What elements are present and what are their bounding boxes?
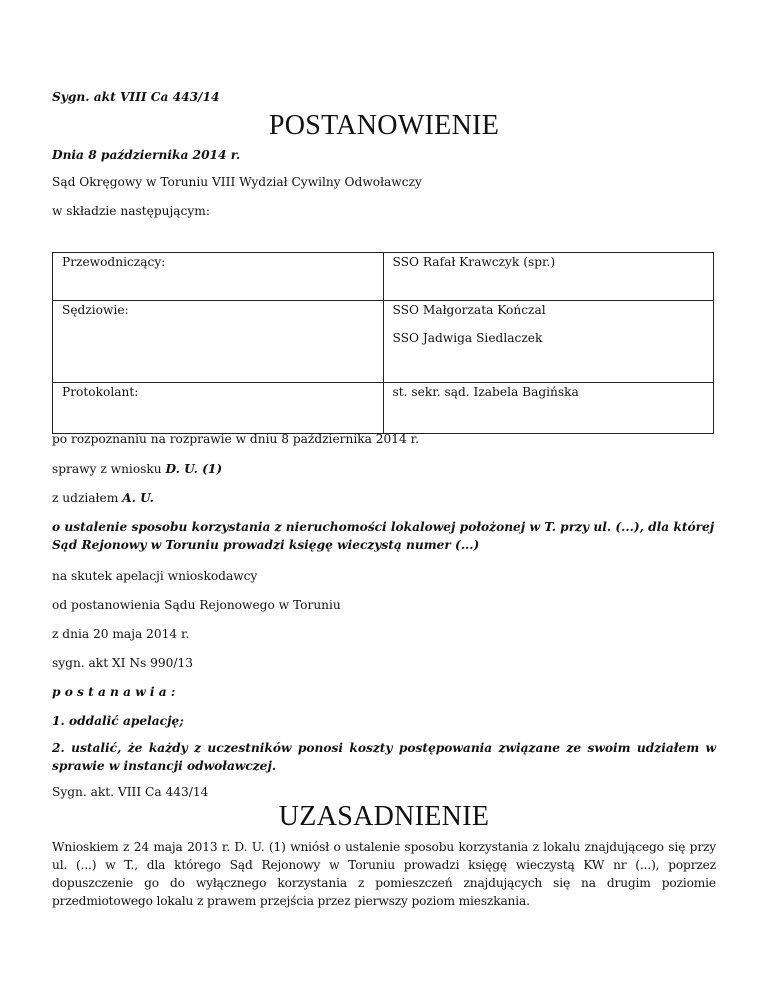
lower-court-decision: od postanowienia Sądu Rejonowego w Toruniu xyxy=(52,598,341,612)
clerk-name: st. sekr. sąd. Izabela Bagińska xyxy=(392,385,579,399)
role-label: Sędziowie: xyxy=(62,303,129,317)
composition-row-judges xyxy=(53,301,714,383)
document-title: POSTANOWIENIE xyxy=(268,110,500,141)
lower-case-signature: sygn. akt XI Ns 990/13 xyxy=(52,656,193,670)
case-prefix: sprawy z wniosku xyxy=(52,462,166,476)
justification-paragraph: Wnioskiem z 24 maja 2013 r. D. U. (1) wniósł o ustalenie sposobu korzystania z lokalu znajdującego się przy ul. (...) w T., dla którego Sąd Rejonowy w Toruniu prowadzi księgę wieczystą KW nr (...), poprzez dopuszczenie go do wyłącznego korzystania z pomieszczeń znajdujących się na drugim poziomie przedmiotowego lokalu z prawem przejścia przez pierwszy poziom mieszkania. xyxy=(52,840,716,908)
participant-prefix: z udziałem xyxy=(52,491,123,505)
court-name: Sąd Okręgowy w Toruniu VIII Wydział Cywilny Odwoławczy xyxy=(52,175,422,189)
composition-row-presiding xyxy=(53,253,714,301)
role-cell xyxy=(53,301,384,383)
composition-intro: w składzie następującym: xyxy=(52,204,210,218)
case-subject: o ustalenie sposobu korzystania z nieruchomości lokalowej położonej w T. przy ul. (...), dla której Sąd Rejonowy w Toruniu prowadzi księgę wieczystą numer (...) xyxy=(52,520,715,552)
role-cell xyxy=(53,383,384,434)
judge-name: SSO Rafał Krawczyk (spr.) xyxy=(392,255,556,269)
ruling-point-1: 1. oddalić apelację; xyxy=(52,714,184,728)
participant-name: A. U. xyxy=(122,491,154,505)
role-cell xyxy=(53,253,384,301)
role-label: Protokolant: xyxy=(62,385,139,399)
hearing-info: po rozpoznaniu na rozprawie w dniu 8 października 2014 r. xyxy=(52,432,420,446)
appeal-info: na skutek apelacji wnioskodawcy xyxy=(52,569,258,583)
composition-row-clerk xyxy=(53,383,714,434)
case-signature: Sygn. akt VIII Ca 443/14 xyxy=(52,90,220,104)
names-cell xyxy=(383,383,714,434)
participant-line xyxy=(52,489,716,508)
role-label: Przewodniczący: xyxy=(62,255,166,269)
judge-name: SSO Jadwiga Siedlaczek xyxy=(392,331,543,345)
judge-name: SSO Małgorzata Kończal xyxy=(392,303,546,317)
decides-heading: postanawia: xyxy=(52,685,180,699)
applicant-name: D. U. (1) xyxy=(165,462,223,476)
case-applicant-line xyxy=(52,460,716,479)
lower-decision-date: z dnia 20 maja 2014 r. xyxy=(52,627,190,641)
court-composition-table xyxy=(52,252,714,434)
ruling-point-2: 2. ustalić, że każdy z uczestników ponosi koszty postępowania związane ze swoim udziałem w sprawie w instancji odwoławczej. xyxy=(52,741,716,773)
justification-signature: Sygn. akt. VIII Ca 443/14 xyxy=(52,785,209,799)
decision-date: Dnia 8 października 2014 r. xyxy=(52,148,241,162)
names-cell xyxy=(383,301,714,383)
names-cell xyxy=(383,253,714,301)
justification-title: UZASADNIENIE xyxy=(278,801,490,832)
